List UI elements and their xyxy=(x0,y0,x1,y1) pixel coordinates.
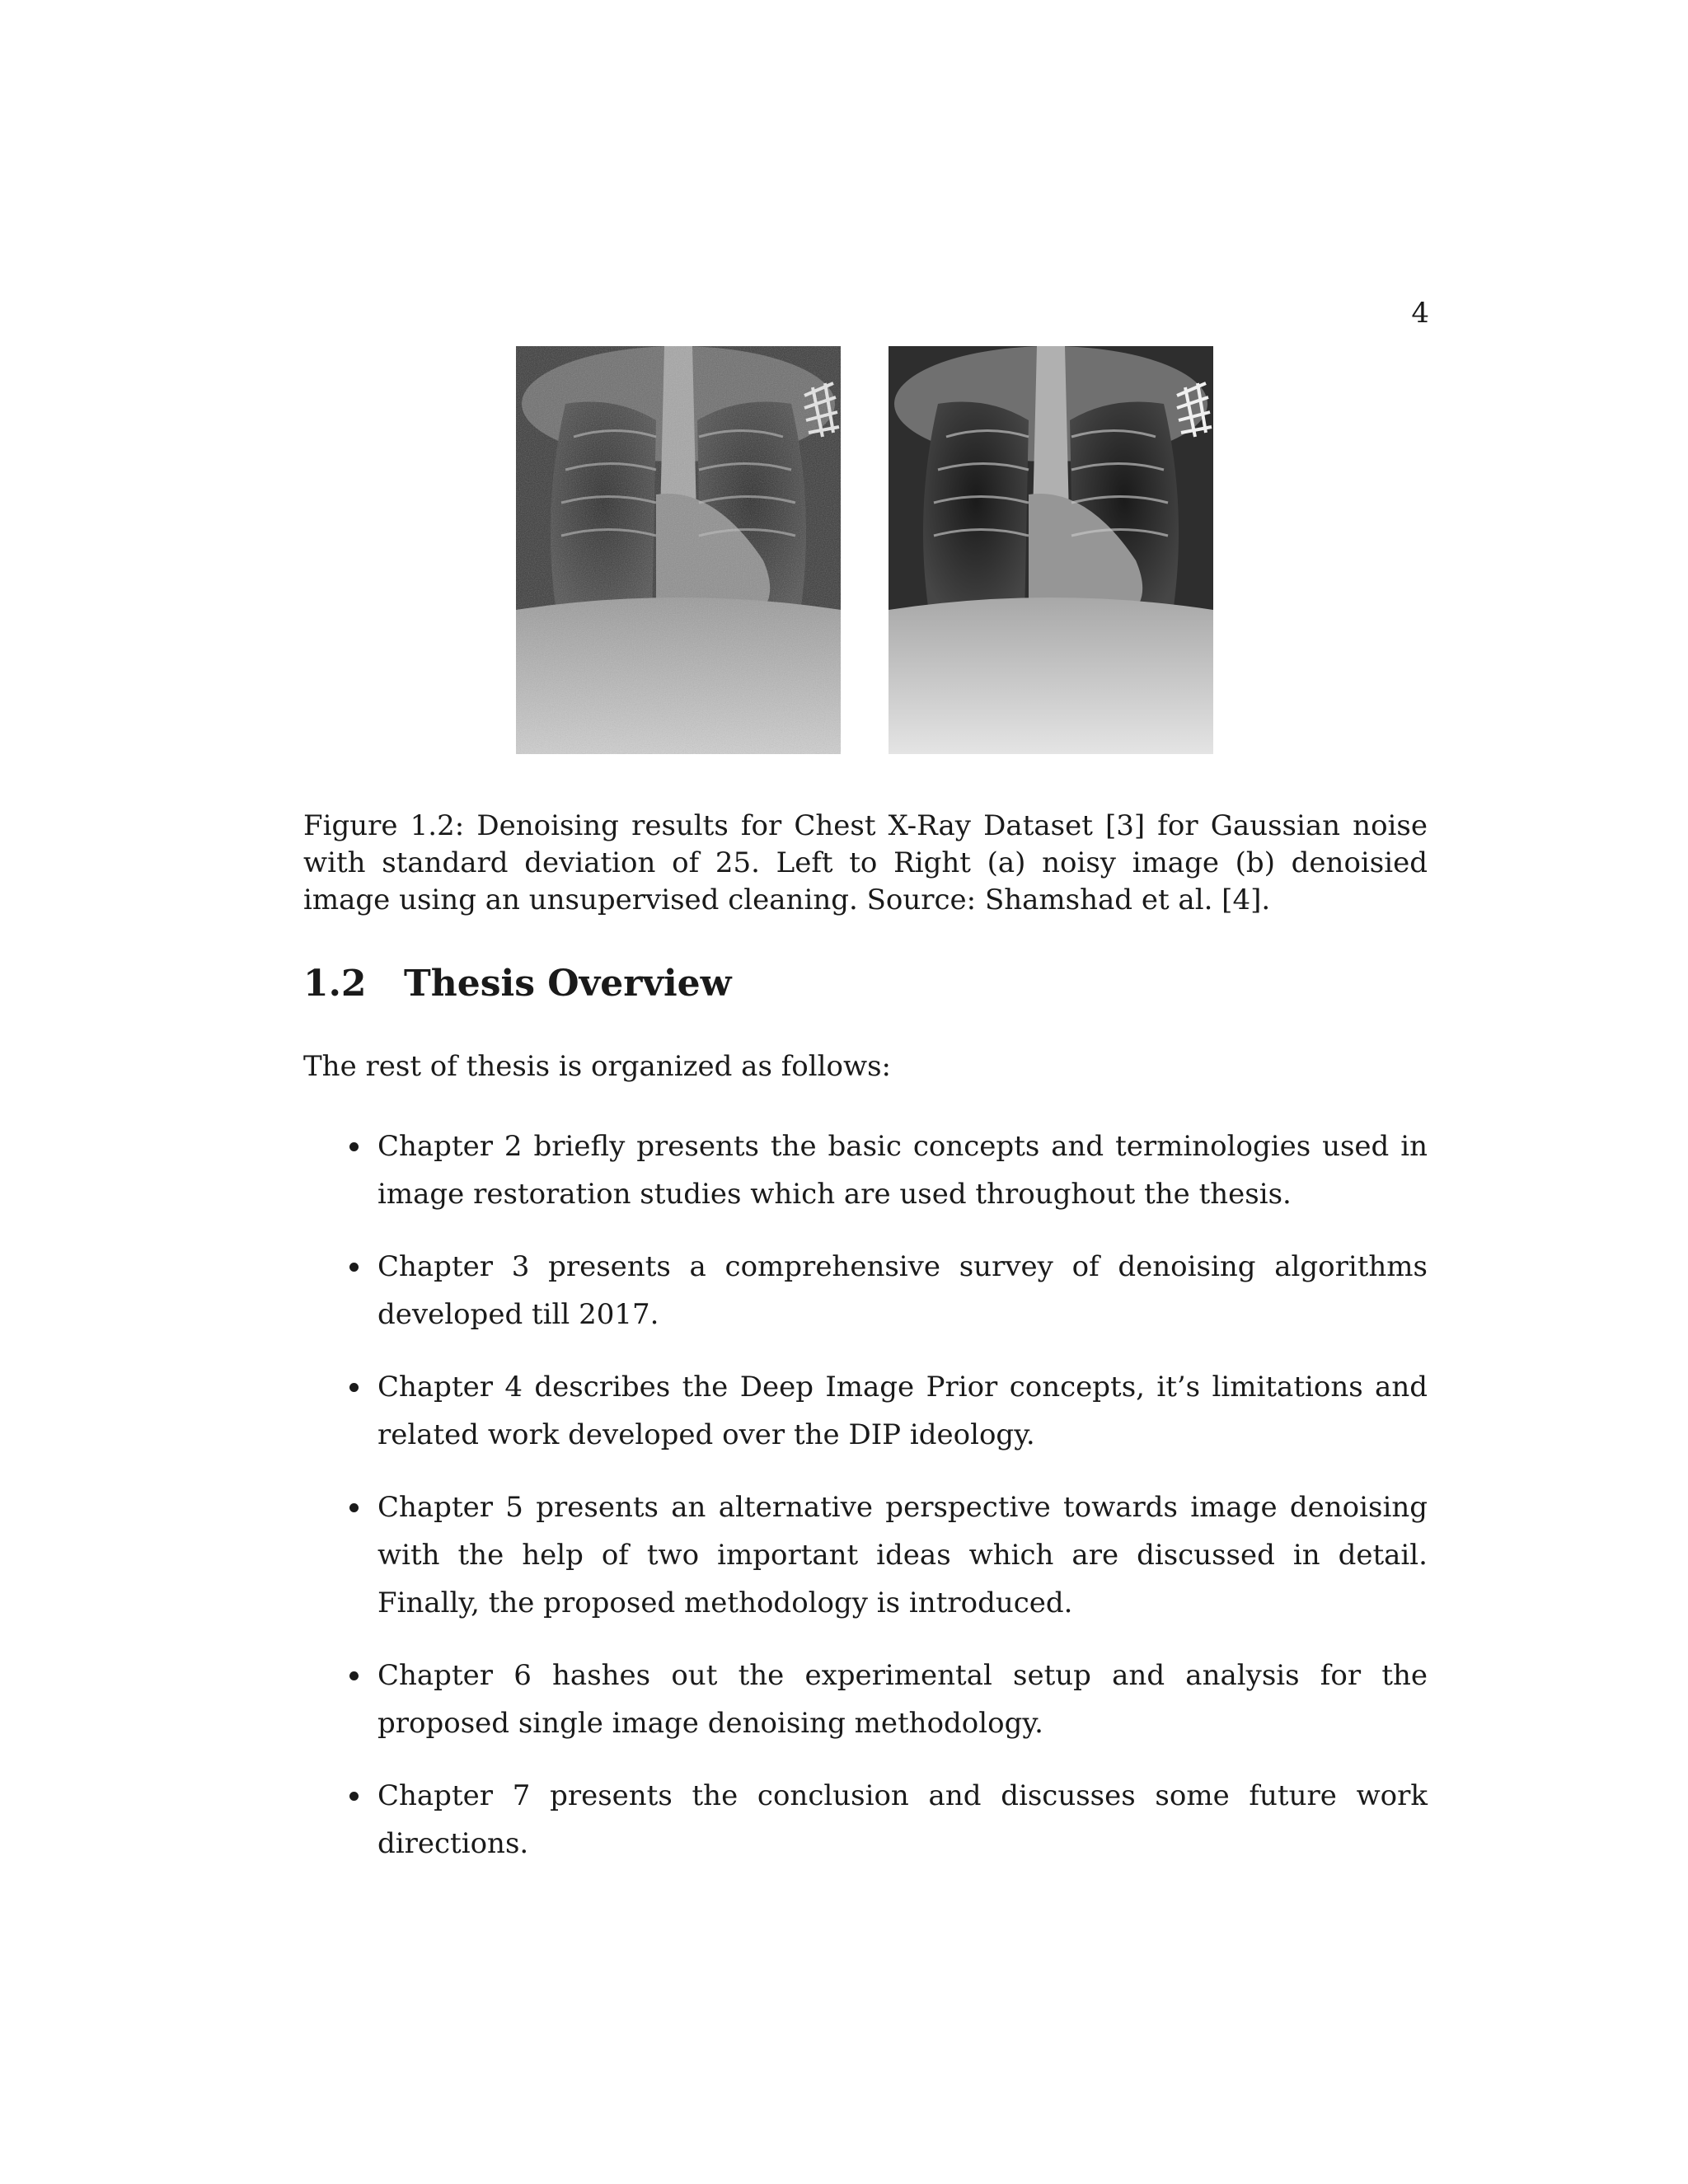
list-item xyxy=(303,1772,1428,1868)
denoised-chest-xray-image xyxy=(889,346,1213,754)
page-number: 4 xyxy=(1411,297,1429,330)
list-item xyxy=(303,1122,1428,1218)
bullet-icon xyxy=(349,1383,359,1392)
list-item xyxy=(303,1483,1428,1627)
section-number: 1.2 xyxy=(303,963,367,1005)
intro-paragraph: The rest of thesis is organized as follows: xyxy=(303,1050,891,1083)
bullet-icon xyxy=(349,1792,359,1801)
bullet-icon xyxy=(349,1671,359,1680)
list-item xyxy=(303,1243,1428,1338)
section-heading xyxy=(303,963,732,1005)
list-item xyxy=(303,1363,1428,1459)
bullet-icon xyxy=(349,1503,359,1512)
list-item-text: Chapter 3 presents a comprehensive survey of denoising algorithms developed till 2017. xyxy=(377,1250,1428,1331)
list-item-text: Chapter 7 presents the conclusion and discusses some future work directions. xyxy=(377,1779,1428,1860)
bullet-icon xyxy=(349,1142,359,1151)
noisy-chest-xray-image xyxy=(516,346,841,754)
list-item xyxy=(303,1652,1428,1747)
list-item-text: Chapter 4 describes the Deep Image Prior concepts, it’s limitations and related work developed over the DIP ideology. xyxy=(377,1371,1428,1451)
list-item-text: Chapter 6 hashes out the experimental setup and analysis for the proposed single image denoising methodology. xyxy=(377,1659,1428,1740)
list-item-text: Chapter 2 briefly presents the basic concepts and terminologies used in image restoration studies which are used throughout the thesis. xyxy=(377,1130,1428,1211)
list-item-text: Chapter 5 presents an alternative perspective towards image denoising with the help of two important ideas which are discussed in detail. Finally, the proposed methodology is introduced. xyxy=(377,1491,1428,1619)
figure-caption: Figure 1.2: Denoising results for Chest X-Ray Dataset [3] for Gaussian noise with standard deviation of 25. Left to Right (a) noisy image (b) denoisied image using an unsupervised cleaning. Source: Shamshad et al. [4]. xyxy=(303,809,1428,916)
bullet-icon xyxy=(349,1263,359,1272)
figure-1-2 xyxy=(0,346,1688,758)
section-title: Thesis Overview xyxy=(404,963,732,1005)
chapter-list xyxy=(303,1122,1428,1892)
